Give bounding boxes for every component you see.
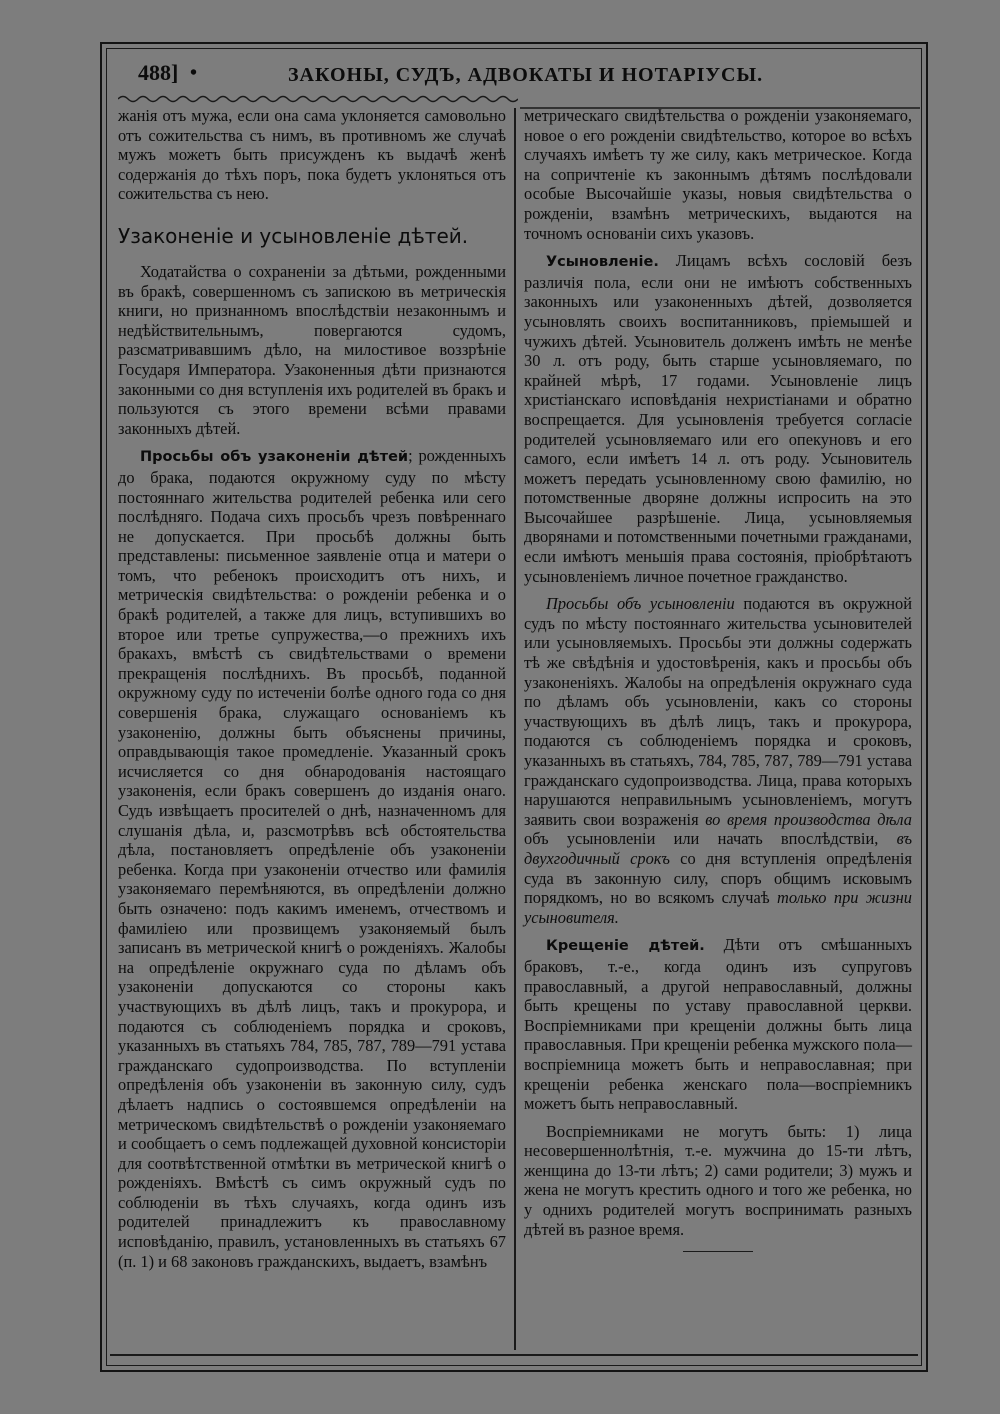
runin-legitimation-petitions: Просьбы объ узаконеніи дѣтей: [140, 449, 409, 466]
adoption-petitions-text-c: со дня вступленія опредѣленія суда въ законную силу, споръ общимъ исковымъ порядкомъ, но во всякомъ случаѣ: [524, 848, 912, 908]
left-paragraph-continued: жанія отъ мужа, если она сама уклоняется самовольно отъ сожительства съ нимъ, въ противномъ же случаѣ мужъ можетъ быть присужденъ къ выдачѣ женѣ содержанія до тѣхъ поръ, пока будетъ уклоняться отъ сожительства съ нею.: [118, 106, 506, 204]
section-heading: Узаконеніе и усыновленіе дѣтей.: [118, 223, 469, 248]
right-paragraph-adoption-petitions: [524, 594, 912, 927]
petitions-text: ; рожденныхъ до брака, подаются окружному суду по мѣсту постояннаго жительства родителей ребенка или сего послѣдняго. Подача сихъ просьбъ чрезъ повѣреннаго не допускается. При просьбѣ должны быть представлены: письменное заявленіе отца и матери о томъ, что ребенокъ происходитъ отъ нихъ, и метрическія свидѣтельства: о рожденіи ребенка и о бракѣ родителей, а также для лицъ, вступившихъ во второе или третье супружества,—о прежнихъ ихъ бракахъ, вмѣстѣ съ свидѣтельствами о времени прекращенія послѣднихъ. Въ просьбѣ, поданной окружному суду по истеченіи болѣе одного года со дня совершенія брака, служащаго основаніемъ къ узаконенію, должны быть объяснены причины, оправдывающія такое промедленіе. Указанный срокъ исчисляется со дня обнародованія настоящаго узаконенія, если бракъ совершенъ до изданія онаго. Судъ извѣщаетъ просителей о днѣ, назначенномъ для слушанія дѣла, и, разсмотрѣвъ всѣ обстоятельства дѣла, постановляетъ опредѣленіе объ узаконеніи ребенка. Когда при узаконеніи отчество или фамилія узаконяемаго перемѣняются, въ опредѣленіи должно быть означено: подъ какимъ именемъ, отчествомъ и фамиліею или прозвищемъ узаконяемый былъ записанъ въ метрической книгѣ о рожденіяхъ. Жалобы на опредѣленіе окружнаго суда по дѣламъ объ узаконеніи допускаются со стороны какъ участвующихъ въ дѣлѣ лицъ, такъ и прокурора, и подаются съ соблюденіемъ порядка и сроковъ, указанныхъ въ статьяхъ 784, 785, 787, 789—791 устава гражданскаго судопроизводства. По вступленіи опредѣленія объ узаконеніи въ законную силу, судъ дѣлаетъ надпись о состоявшемся опредѣленіи на метрическомъ свидѣтельствѣ о рожденіи узаконяемаго и сообщаетъ о семъ подлежащей духовной консисторіи для соотвѣтственной отмѣтки въ метрической книгѣ о рожденіяхъ. Вмѣстѣ съ симъ окружный судъ по соблюденіи въ тѣхъ случаяхъ, когда одинъ изъ родителей принадлежитъ къ православному исповѣданію, правилъ, установленныхъ въ статьяхъ 67 (п. 1) и 68 законовъ гражданскихъ, выдаетъ, взамѣнъ: [118, 446, 506, 1271]
left-paragraph-petitions: [118, 446, 506, 1271]
italic-two-year-term: въ двухгодичный срокъ: [524, 829, 912, 868]
runin-adoption: Усыновленіе.: [546, 254, 659, 271]
end-rule: [683, 1251, 753, 1252]
italic-only-during-life: только при жизни усыновителя.: [524, 888, 912, 927]
column-divider: [514, 108, 516, 1350]
italic-adoption-petitions: Просьбы объ усыновленіи: [546, 594, 735, 614]
header-separator: •: [190, 62, 198, 84]
baptism-text: Дѣти отъ смѣшанныхъ браковъ, т.-е., когда одинъ изъ супруговъ православный, а другой неправославный, должны быть крещены по уставу православной церкви. Воспріемниками при крещеніи должны быть лица православныя. При крещеніи ребенка мужского пола—воспріемница можетъ быть и неправославная; при крещеніи ребенка женскаго пола—воспріемникъ можетъ быть неправославный.: [524, 935, 912, 1114]
italic-during-proceedings: во время производства дѣла: [705, 809, 912, 829]
runin-baptism: Крещеніе дѣтей.: [546, 938, 705, 955]
page-number: 488]: [138, 60, 179, 85]
bottom-rule: [110, 1354, 918, 1356]
adoption-petitions-text-a: подаются въ окружной судъ по мѣсту постояннаго жительства усыновителей или усыновляемыхъ. Просьбы эти должны содержать тѣ же свѣдѣнія и удостовѣренія, какъ и просьбы объ узаконеніяхъ. Жалобы на опредѣленія окружнаго суда по дѣламъ объ усыновленіи, какъ со стороны участвующихъ въ дѣлѣ лицъ, такъ и прокурора, подаются съ соблюденіемъ порядка и сроковъ, указанныхъ въ статьяхъ, 784, 785, 787, 789—791 устава гражданскаго судопроизводства. Лица, права которыхъ нарушаются неправильнымъ усыновленіемъ, могутъ заявить свои возраженія: [524, 594, 913, 829]
right-paragraph-continued: метрическаго свидѣтельства о рожденіи узаконяемаго, новое о его рожденіи свидѣтельство, которое во всѣхъ случаяхъ имѣетъ ту же силу, какъ метрическое. Когда на сопричтеніе къ законнымъ дѣтямъ послѣдовали особые Высочайшіе указы, новыя свидѣтельства о рожденіи, взамѣнъ метрическихъ, выдаются на точномъ основаніи сихъ указовъ.: [524, 106, 912, 243]
left-paragraph-legitimation: Ходатайства о сохраненіи за дѣтьми, рожденными въ бракѣ, совершенномъ съ запискою въ метрическія книги, но признанномъ впослѣдствіи незаконнымъ и недѣйствительнымъ, повергаются судомъ, разсматривавшимъ дѣло, на милостивое воззрѣніе Государя Императора. Узаконенныя дѣти признаются законными со дня вступленія ихъ родителей въ бракъ и пользуются съ этого времени всѣми правами законныхъ дѣтей.: [118, 261, 506, 438]
right-paragraph-baptism: [524, 935, 912, 1113]
adoption-text: Лицамъ всѣхъ сословій безъ различія пола, если они не имѣютъ собственныхъ законныхъ или узаконенныхъ дѣтей, дозволяется усыновлять своихъ воспитанниковъ, пріемышей и чужихъ дѣтей. Усыновитель долженъ имѣть не менѣе 30 л. отъ роду, быть старше усыновляемаго, по крайней мѣрѣ, 17 годами. Усыновленіе лицъ христіанскаго исповѣданія нехристіанами и обратно воспрещается. Для усыновленія требуется согласіе родителей усыновляемаго или его опекуновъ и его самого, если имѣетъ 14 л. отъ роду. Усыновитель можетъ передать усыновленному свою фамилію, но потомственные дворяне должны испросить на это Высочайшее разрѣшеніе. Лица, усыновляемыя дворянами и потомственными почетными гражданами, если имѣютъ меньшія права состоянія, пріобрѣтаютъ усыновленіемъ личное почетное гражданство.: [524, 251, 912, 586]
right-paragraph-adoption: [524, 251, 912, 586]
adoption-petitions-text-b: объ усыновленіи или начать впослѣдствіи,: [524, 829, 897, 849]
running-title: ЗАКОНЫ, СУДЪ, АДВОКАТЫ И НОТАРІУСЫ.: [288, 64, 764, 86]
right-paragraph-godparents: Воспріемниками не могутъ быть: 1) лица несовершеннолѣтнія, т.-е. мужчина до 15-ти лѣтъ, женщина до 13-ти лѣтъ; 2) сами родители; 3) мужъ и жена не могутъ крестить одного и того же ребенка, но у однихъ родителей могутъ воспринимать разныхъ дѣтей въ разное время.: [524, 1121, 912, 1239]
left-column: [118, 106, 506, 1271]
header-wavy-rule: [118, 93, 518, 105]
right-column: [524, 106, 912, 1252]
